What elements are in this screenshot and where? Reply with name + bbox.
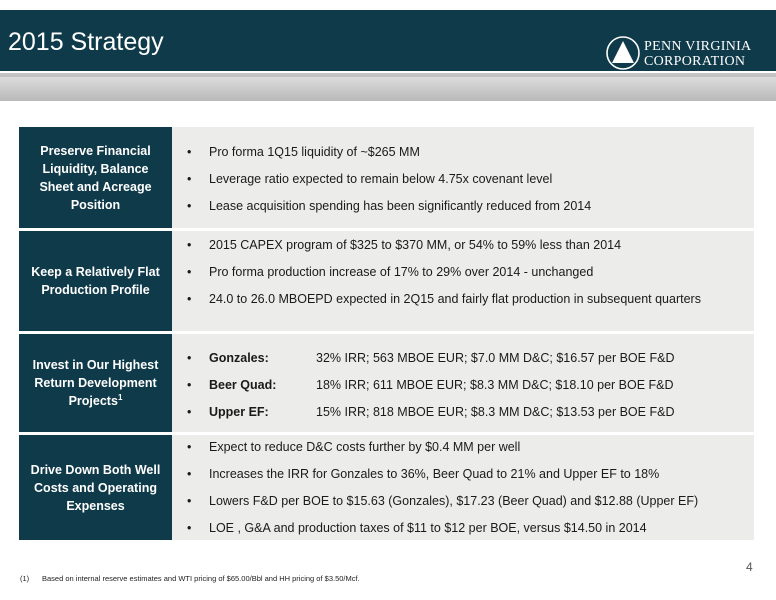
footnote-text: Based on internal reserve estimates and WTI pricing of $65.00/Bbl and HH pricing of $3.50/Mcf. bbox=[42, 574, 360, 583]
project-name: Upper EF: bbox=[209, 405, 269, 419]
bullet-icon: • bbox=[187, 521, 192, 535]
row-body bbox=[172, 231, 754, 331]
project-name: Gonzales: bbox=[209, 351, 269, 365]
strategy-row-costs bbox=[19, 435, 754, 540]
bullet-text: LOE , G&A and production taxes of $11 to $12 per BOE, versus $14.50 in 2014 bbox=[209, 521, 647, 535]
row-body bbox=[172, 127, 754, 228]
logo-triangle-icon bbox=[606, 36, 640, 70]
project-detail: 18% IRR; 611 MBOE EUR; $8.3 MM D&C; $18.10 per BOE F&D bbox=[316, 378, 674, 392]
bullet-icon: • bbox=[187, 405, 192, 419]
row-label: Keep a Relatively Flat Production Profile bbox=[19, 231, 172, 331]
page-number: 4 bbox=[746, 560, 753, 574]
row-label: Preserve Financial Liquidity, Balance Sheet and Acreage Position bbox=[19, 127, 172, 228]
bullet-text: Increases the IRR for Gonzales to 36%, Beer Quad to 21% and Upper EF to 18% bbox=[209, 467, 660, 481]
bullet-text: Leverage ratio expected to remain below 4.75x covenant level bbox=[209, 172, 553, 186]
row-body bbox=[172, 435, 754, 540]
bullet-icon: • bbox=[187, 378, 192, 392]
header-accent-shadow bbox=[0, 73, 776, 77]
bullet-icon: • bbox=[187, 265, 192, 279]
project-detail: 32% IRR; 563 MBOE EUR; $7.0 MM D&C; $16.57 per BOE F&D bbox=[316, 351, 675, 365]
header-accent-bar bbox=[0, 73, 776, 101]
bullet-text: 24.0 to 26.0 MBOEPD expected in 2Q15 and fairly flat production in subsequent quarters bbox=[209, 292, 701, 306]
bullet-icon: • bbox=[187, 440, 192, 454]
footnote-number: (1) bbox=[20, 574, 30, 583]
row-label: Drive Down Both Well Costs and Operating Expenses bbox=[19, 435, 172, 540]
bullet-text bbox=[209, 349, 674, 367]
bullet-text: Pro forma 1Q15 liquidity of ~$265 MM bbox=[209, 145, 420, 159]
bullet-icon: • bbox=[187, 172, 192, 186]
bullet-text: Lease acquisition spending has been significantly reduced from 2014 bbox=[209, 199, 592, 213]
bullet-text: Pro forma production increase of 17% to 29% over 2014 - unchanged bbox=[209, 265, 594, 279]
strategy-table bbox=[19, 127, 754, 540]
bullet-icon: • bbox=[187, 199, 192, 213]
logo-wordmark bbox=[644, 39, 751, 69]
strategy-row-projects bbox=[19, 334, 754, 432]
project-name: Beer Quad: bbox=[209, 378, 277, 392]
bullet-icon: • bbox=[187, 351, 192, 365]
bullet-text: 2015 CAPEX program of $325 to $370 MM, or 54% to 59% less than 2014 bbox=[209, 238, 622, 252]
company-logo bbox=[606, 36, 766, 74]
title-bar bbox=[0, 10, 776, 71]
logo-line-1: PENN VIRGINIA bbox=[644, 39, 752, 54]
footnote-marker: 1 bbox=[117, 392, 123, 402]
bullet-icon: • bbox=[187, 292, 192, 306]
project-detail: 15% IRR; 818 MBOE EUR; $8.3 MM D&C; $13.53 per BOE F&D bbox=[316, 405, 675, 419]
strategy-row-liquidity bbox=[19, 127, 754, 228]
bullet-text bbox=[209, 376, 674, 394]
bullet-text: Expect to reduce D&C costs further by $0.4 MM per well bbox=[209, 440, 521, 454]
footnote bbox=[20, 574, 360, 583]
row-label bbox=[19, 334, 172, 432]
strategy-row-production bbox=[19, 231, 754, 331]
bullet-icon: • bbox=[187, 494, 192, 508]
row-body bbox=[172, 334, 754, 432]
bullet-text: Lowers F&D per BOE to $15.63 (Gonzales), $17.23 (Beer Quad) and $12.88 (Upper EF) bbox=[209, 494, 699, 508]
bullet-icon: • bbox=[187, 467, 192, 481]
bullet-icon: • bbox=[187, 238, 192, 252]
bullet-icon: • bbox=[187, 145, 192, 159]
logo-line-2: CORPORATION bbox=[644, 54, 746, 69]
bullet-text bbox=[209, 403, 674, 421]
page-title: 2015 Strategy bbox=[8, 28, 164, 56]
row-label-text: Invest in Our Highest Return Development Projects$^1$ bbox=[32, 358, 159, 408]
